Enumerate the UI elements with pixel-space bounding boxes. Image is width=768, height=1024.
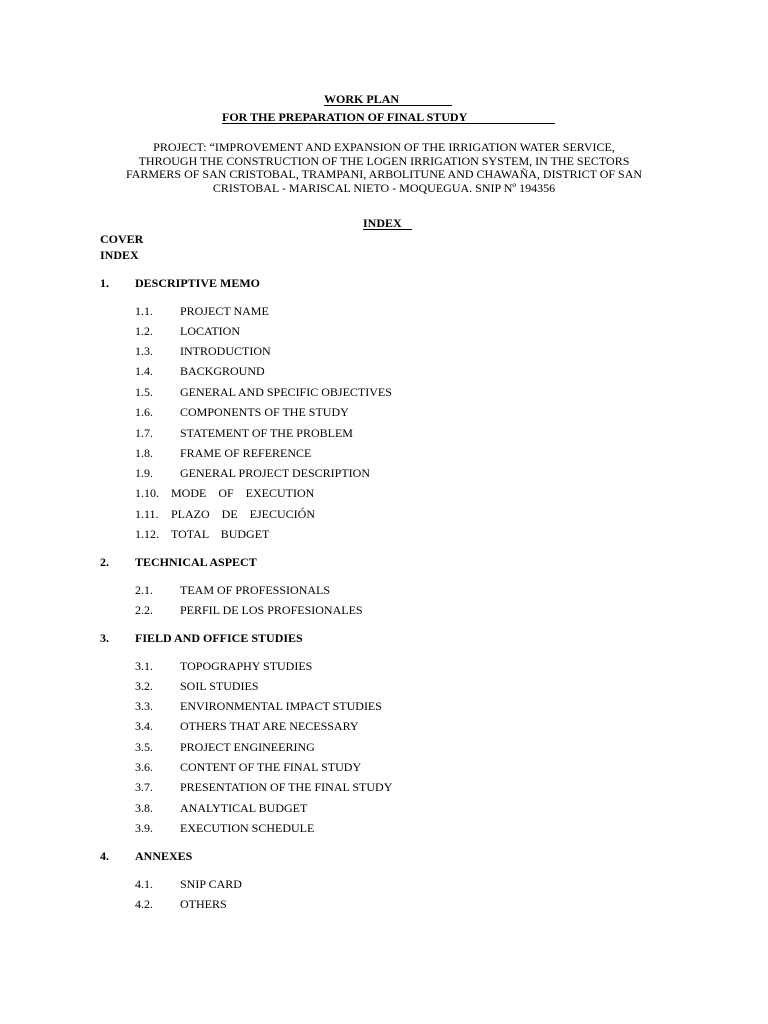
item-number: 1.9. [135, 466, 153, 480]
section-title: FIELD AND OFFICE STUDIES [135, 631, 303, 645]
item-label: CONTENT OF THE FINAL STUDY [180, 760, 362, 774]
item-number: 1.10. [135, 486, 159, 500]
item-number: 3.6. [135, 760, 153, 774]
item-label: GENERAL PROJECT DESCRIPTION [180, 466, 371, 480]
item-number: 1.5. [135, 385, 153, 399]
title-line-1: WORK PLAN [324, 92, 452, 106]
item-label: ENVIRONMENTAL IMPACT STUDIES [180, 699, 382, 713]
project-line-2: THROUGH THE CONSTRUCTION OF THE LOGEN IRRIGATION SYSTEM, IN THE SECTORS [138, 153, 630, 168]
project-line-1: PROJECT: “IMPROVEMENT AND EXPANSION OF THE IRRIGATION WATER SERVICE, [153, 140, 615, 154]
index-label: INDEX [100, 248, 139, 262]
project-line-4: CRISTOBAL - MARISCAL NIETO - MOQUEGUA. SNIP Nº 194356 [212, 181, 556, 196]
item-number: 2.2. [135, 603, 153, 617]
item-number: 1.3. [135, 344, 153, 358]
item-label: MODE OF EXECUTION [171, 486, 315, 500]
item-number: 1.11. [135, 507, 159, 521]
section-number: 3. [100, 631, 109, 645]
item-number: 1.7. [135, 426, 153, 440]
item-label: PROJECT NAME [180, 304, 269, 318]
section-title: ANNEXES [135, 849, 193, 863]
item-label: STATEMENT OF THE PROBLEM [180, 426, 353, 440]
item-label: BACKGROUND [180, 364, 265, 378]
section-number: 1. [100, 276, 109, 290]
project-line-3: FARMERS OF SAN CRISTOBAL, TRAMPANI, ARBOLITUNE AND CHAWAÑA, DISTRICT OF SAN [125, 167, 643, 182]
item-number: 2.1. [135, 583, 153, 597]
item-number: 3.2. [135, 679, 153, 693]
item-label: OTHERS [180, 897, 227, 911]
item-label: SNIP CARD [180, 877, 242, 891]
item-label: PERFIL DE LOS PROFESIONALES [180, 603, 363, 617]
item-label: TOTAL BUDGET [171, 527, 270, 541]
item-number: 3.9. [135, 821, 153, 835]
item-number: 3.7. [135, 780, 153, 794]
item-number: 1.8. [135, 446, 153, 460]
item-label: TOPOGRAPHY STUDIES [180, 659, 313, 673]
title-line-2: FOR THE PREPARATION OF FINAL STUDY [222, 110, 555, 124]
project-description [84, 141, 684, 196]
item-number: 1.6. [135, 405, 153, 419]
item-number: 1.1. [135, 304, 153, 318]
cover-label: COVER [100, 232, 144, 246]
item-number: 1.2. [135, 324, 153, 338]
item-label: PRESENTATION OF THE FINAL STUDY [180, 780, 393, 794]
item-label: LOCATION [180, 324, 240, 338]
item-number: 3.4. [135, 719, 153, 733]
item-label: FRAME OF REFERENCE [180, 446, 312, 460]
item-number: 4.1. [135, 877, 153, 891]
item-label: PROJECT ENGINEERING [180, 740, 315, 754]
section-title: DESCRIPTIVE MEMO [135, 276, 261, 290]
item-label: INTRODUCTION [180, 344, 271, 358]
item-number: 3.5. [135, 740, 153, 754]
section-number: 2. [100, 555, 109, 569]
item-number: 3.3. [135, 699, 153, 713]
item-number: 1.4. [135, 364, 153, 378]
item-number: 3.1. [135, 659, 153, 673]
index-heading: INDEX [363, 216, 412, 230]
item-label: OTHERS THAT ARE NECESSARY [180, 719, 359, 733]
item-label: ANALYTICAL BUDGET [180, 801, 308, 815]
item-label: SOIL STUDIES [180, 679, 259, 693]
item-label: COMPONENTS OF THE STUDY [180, 405, 349, 419]
item-label: EXECUTION SCHEDULE [180, 821, 315, 835]
item-number: 4.2. [135, 897, 153, 911]
item-number: 3.8. [135, 801, 153, 815]
item-label: GENERAL AND SPECIFIC OBJECTIVES [180, 385, 392, 399]
item-number: 1.12. [135, 527, 159, 541]
section-number: 4. [100, 849, 109, 863]
section-title: TECHNICAL ASPECT [135, 555, 257, 569]
item-label: TEAM OF PROFESSIONALS [180, 583, 331, 597]
item-label: PLAZO DE EJECUCIÓN [171, 507, 315, 521]
